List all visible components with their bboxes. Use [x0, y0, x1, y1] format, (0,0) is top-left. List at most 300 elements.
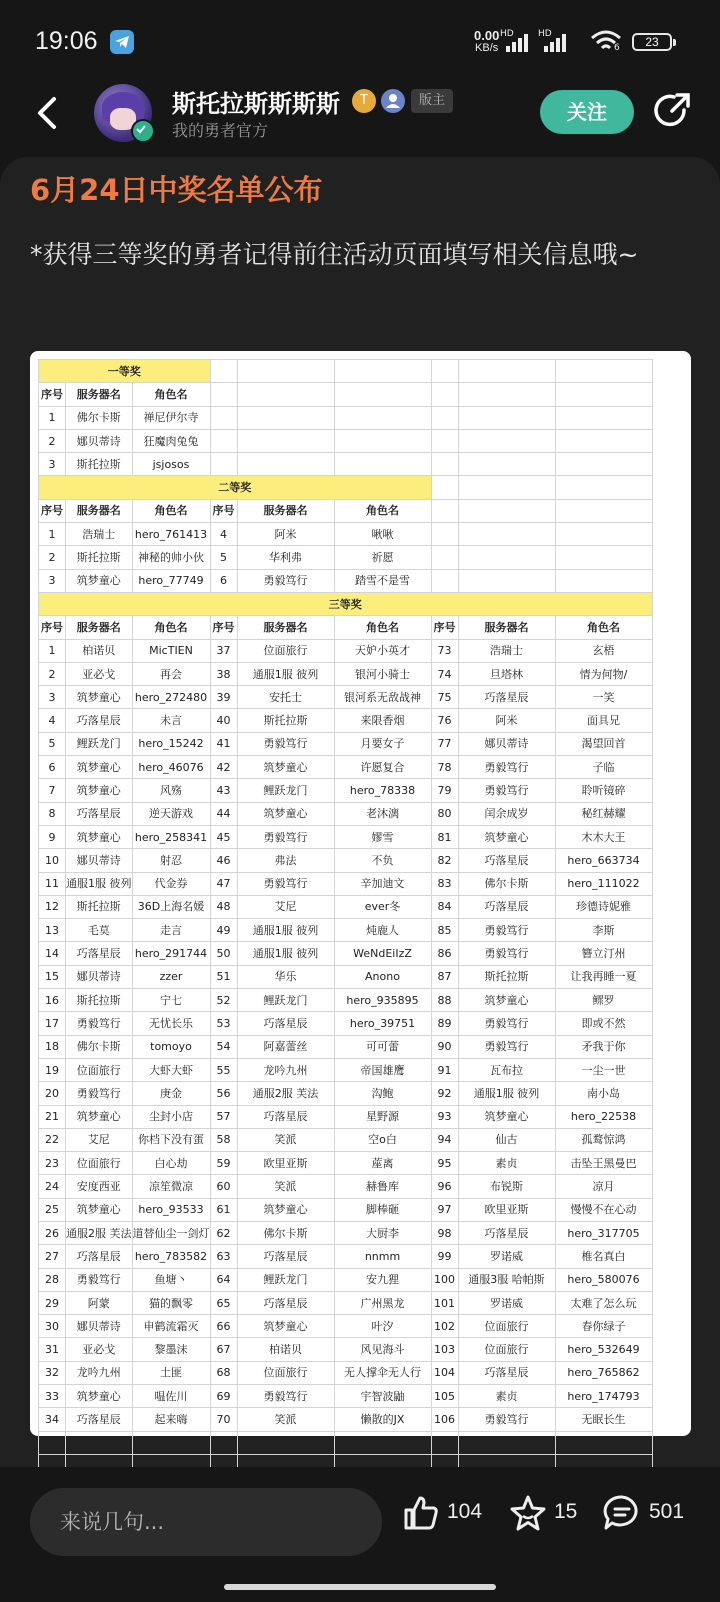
table-cell: 筑梦童心	[458, 1105, 555, 1128]
header-server: 服务器名	[66, 499, 133, 522]
empty-cell	[431, 499, 458, 522]
table-cell: hero_258341	[132, 825, 210, 848]
table-cell: 即或不然	[555, 1012, 652, 1035]
table-cell: 2	[39, 662, 66, 685]
table-cell: 凉月	[555, 1175, 652, 1198]
table-cell: 6	[210, 569, 237, 592]
table-cell: WeNdEiIzZ	[334, 942, 431, 965]
table-cell: 40	[210, 709, 237, 732]
empty-cell	[334, 453, 431, 476]
table-row	[39, 1315, 653, 1338]
table-cell: 未言	[132, 709, 210, 732]
empty-cell	[458, 499, 555, 522]
signal-icon-2: HD	[538, 31, 572, 57]
empty-cell	[431, 546, 458, 569]
table-cell: 巧落星辰	[237, 1012, 334, 1035]
table-row	[39, 523, 653, 546]
telegram-icon	[110, 30, 134, 54]
table-cell: 禅尼伊尔寺	[132, 406, 210, 429]
table-cell: 61	[210, 1198, 237, 1221]
thumbs-up-icon	[402, 1494, 440, 1532]
follow-button[interactable]: 关注	[540, 90, 634, 134]
table-cell: 素贞	[458, 1385, 555, 1408]
table-cell: 勇毅笃行	[237, 872, 334, 895]
table-cell: 巧落星辰	[66, 1408, 133, 1431]
verified-icon	[131, 119, 155, 143]
table-cell: 佛尔卡斯	[66, 406, 133, 429]
table-cell: 娜贝蒂诗	[458, 732, 555, 755]
table-cell: 勇毅笃行	[458, 1012, 555, 1035]
table-cell: 21	[39, 1105, 66, 1128]
empty-cell	[458, 546, 555, 569]
empty-cell	[210, 406, 237, 429]
table-cell: 勇毅笃行	[237, 1385, 334, 1408]
table-cell: 52	[210, 989, 237, 1012]
table-cell: 来限香烟	[334, 709, 431, 732]
table-cell: 木木大王	[555, 825, 652, 848]
table-cell: 代金券	[132, 872, 210, 895]
table-cell: 勇毅笃行	[237, 569, 334, 592]
table-cell: 嗢佐川	[132, 1385, 210, 1408]
table-cell: 佛尔卡斯	[458, 872, 555, 895]
table-row	[39, 1152, 653, 1175]
back-arrow-icon	[36, 96, 58, 130]
table-cell: 矛我于你	[555, 1035, 652, 1058]
table-cell: 77	[431, 732, 458, 755]
table-cell: 93	[431, 1105, 458, 1128]
table-cell: 32	[39, 1361, 66, 1384]
table-row	[39, 825, 653, 848]
network-speed: 0.00 KB/s	[474, 28, 500, 54]
table-cell: 67	[210, 1338, 237, 1361]
table-cell: 辛加迪文	[334, 872, 431, 895]
table-cell: 100	[431, 1268, 458, 1291]
table-cell: 太难了怎么玩	[555, 1291, 652, 1314]
table-cell: 90	[431, 1035, 458, 1058]
table-cell: 92	[431, 1082, 458, 1105]
table-row	[39, 1385, 653, 1408]
table-cell: 走言	[132, 919, 210, 942]
empty-cell	[555, 360, 652, 383]
table-cell: 54	[210, 1035, 237, 1058]
table-cell: 起来嗨	[132, 1408, 210, 1431]
table-cell: 再会	[132, 662, 210, 685]
table-cell: 嫪雪	[334, 825, 431, 848]
table-cell: 一尘一世	[555, 1058, 652, 1081]
table-cell: 聆听镜碎	[555, 779, 652, 802]
table-cell: hero_317705	[555, 1221, 652, 1244]
table-row	[39, 895, 653, 918]
table-cell: 27	[39, 1245, 66, 1268]
table-cell: MicTIEN	[132, 639, 210, 662]
empty-cell	[431, 453, 458, 476]
table-cell: 申鹤流霜灭	[132, 1315, 210, 1338]
table-cell: 情为何物/	[555, 662, 652, 685]
table-cell: 蓙离	[334, 1152, 431, 1175]
table-cell: 47	[210, 872, 237, 895]
empty-cell	[458, 360, 555, 383]
table-cell: 筑梦童心	[237, 1198, 334, 1221]
table-cell: 勇毅笃行	[66, 1082, 133, 1105]
empty-cell	[210, 360, 237, 383]
table-row	[39, 779, 653, 802]
table-cell: 96	[431, 1175, 458, 1198]
table-cell: 9	[39, 825, 66, 848]
table-cell: 啾啾	[334, 523, 431, 546]
table-cell: 鲤跃龙门	[66, 732, 133, 755]
table-cell: 3	[39, 453, 66, 476]
empty-cell	[458, 406, 555, 429]
table-cell: 狂魔肉兔兔	[132, 429, 210, 452]
table-cell: 许愿复合	[334, 756, 431, 779]
table-cell: 鲤跃龙门	[237, 779, 334, 802]
table-cell: 86	[431, 942, 458, 965]
table-cell: 25	[39, 1198, 66, 1221]
share-icon	[654, 92, 692, 130]
table-cell: 华利弗	[237, 546, 334, 569]
table-cell: 5	[39, 732, 66, 755]
table-cell: 素贞	[237, 1431, 334, 1454]
table-cell: 珍德诗妮雅	[555, 895, 652, 918]
table-cell: 19	[39, 1058, 66, 1081]
table-cell: 弗法	[237, 849, 334, 872]
header-role: 角色名	[132, 616, 210, 639]
empty-cell	[210, 383, 237, 406]
table-cell: zzer	[132, 965, 210, 988]
table-cell: 勇毅笃行	[66, 1268, 133, 1291]
table-cell: 16	[39, 989, 66, 1012]
table-cell: 31	[39, 1338, 66, 1361]
table-cell: 筑梦童心	[66, 1105, 133, 1128]
table-cell: 银河系无敌战神	[334, 686, 431, 709]
table-cell: 炖鹿人	[334, 919, 431, 942]
empty-cell	[431, 523, 458, 546]
table-cell: 98	[431, 1221, 458, 1244]
table-cell: 筑梦童心	[237, 756, 334, 779]
winners-image[interactable]	[30, 351, 691, 1450]
table-cell: 位面旅行	[458, 1315, 555, 1338]
table-cell: 无人撑伞无人行	[334, 1361, 431, 1384]
table-cell: 安托士	[237, 686, 334, 709]
table-cell: tomoyo	[132, 1035, 210, 1058]
first-prize-heading: 一等奖	[39, 360, 211, 383]
table-row	[39, 406, 653, 429]
table-cell: 29	[39, 1291, 66, 1314]
table-cell: 13	[39, 919, 66, 942]
table-cell: 月要女子	[334, 732, 431, 755]
table-cell: 20	[39, 1082, 66, 1105]
table-cell: 佛尔卡斯	[66, 1035, 133, 1058]
table-cell: 子临	[555, 756, 652, 779]
header-no: 序号	[39, 383, 66, 406]
table-cell: 24	[39, 1175, 66, 1198]
table-row	[39, 1268, 653, 1291]
table-cell: 赫鲁库	[334, 1175, 431, 1198]
header-server: 服务器名	[237, 499, 334, 522]
empty-cell	[555, 453, 652, 476]
table-cell: hero_291744	[132, 942, 210, 965]
table-cell: 5	[210, 546, 237, 569]
table-cell: hero_111022	[555, 872, 652, 895]
table-cell: 素贞	[458, 1431, 555, 1454]
empty-cell	[431, 569, 458, 592]
table-cell: 罗诺威	[458, 1245, 555, 1268]
favorite-count: 15	[554, 1500, 578, 1523]
table-cell: 亚必戈	[66, 1338, 133, 1361]
table-cell: 鲤跃龙门	[237, 989, 334, 1012]
table-cell: hero_77749	[132, 569, 210, 592]
table-cell: 簪立汀州	[555, 942, 652, 965]
table-cell: 36D上海名媛	[132, 895, 210, 918]
table-cell: 李斯	[555, 919, 652, 942]
table-cell: 通服1服 彼列	[237, 942, 334, 965]
table-cell: 斯托拉斯	[237, 709, 334, 732]
table-cell: 尘封小店	[132, 1105, 210, 1128]
empty-cell	[210, 453, 237, 476]
table-cell: 巧落星辰	[237, 1291, 334, 1314]
table-cell: 巧落星辰	[458, 1221, 555, 1244]
table-cell: 筑梦童心	[66, 756, 133, 779]
author-name[interactable]: 斯托拉斯斯斯斯	[172, 90, 340, 118]
table-cell: 101	[431, 1291, 458, 1314]
empty-cell	[237, 429, 334, 452]
empty-cell	[458, 476, 555, 499]
empty-cell	[334, 360, 431, 383]
table-cell: 斯托拉斯	[66, 895, 133, 918]
table-cell: 78	[431, 756, 458, 779]
table-cell: 89	[431, 1012, 458, 1035]
table-cell: 28	[39, 1268, 66, 1291]
table-cell: 笑派	[237, 1408, 334, 1431]
table-cell: 阿米	[458, 709, 555, 732]
table-row	[39, 1338, 653, 1361]
table-cell: 筑梦童心	[66, 779, 133, 802]
table-cell: 巧落星辰	[458, 849, 555, 872]
table-cell: 龙吟九州	[237, 1058, 334, 1081]
table-cell: 广州黑龙	[334, 1291, 431, 1314]
empty-cell	[334, 429, 431, 452]
table-cell: hero_532649	[555, 1338, 652, 1361]
header-role: 角色名	[132, 383, 210, 406]
table-cell: 23	[39, 1152, 66, 1175]
empty-cell	[458, 569, 555, 592]
share-button[interactable]	[654, 92, 692, 134]
table-cell: 猫的飘零	[132, 1291, 210, 1314]
table-cell: 老沐漓	[334, 802, 431, 825]
table-cell: 阿蒙	[66, 1291, 133, 1314]
empty-cell	[210, 429, 237, 452]
table-cell: 103	[431, 1338, 458, 1361]
post-body: *获得三等奖的勇者记得前往活动页面填写相关信息哦~	[30, 240, 639, 269]
table-cell: hero_765862	[555, 1361, 652, 1384]
table-cell: 不负	[334, 849, 431, 872]
table-row	[39, 1361, 653, 1384]
table-cell: 逆天游戏	[132, 802, 210, 825]
table-cell: 45	[210, 825, 237, 848]
table-cell: 69	[210, 1385, 237, 1408]
table-cell: 击坠王黑曼巴	[555, 1152, 652, 1175]
table-cell: 筑梦童心	[458, 825, 555, 848]
table-cell: 一笑	[555, 686, 652, 709]
table-cell: 勇毅笃行	[237, 825, 334, 848]
table-cell: 55	[210, 1058, 237, 1081]
table-cell: hero_39751	[334, 1012, 431, 1035]
table-cell: 娜贝蒂诗	[66, 965, 133, 988]
table-cell: 6	[39, 756, 66, 779]
table-row	[39, 662, 653, 685]
table-cell: 闰余成岁	[458, 802, 555, 825]
table-cell: hero_935895	[334, 989, 431, 1012]
empty-cell	[334, 406, 431, 429]
table-cell: 黎墨沫	[132, 1338, 210, 1361]
table-cell: 欧里亚斯	[458, 1198, 555, 1221]
star-icon	[509, 1494, 547, 1532]
table-cell: 安九狸	[334, 1268, 431, 1291]
table-cell: 让我再睡一夏	[555, 965, 652, 988]
table-cell: hero_46076	[132, 756, 210, 779]
table-cell: 笑派	[237, 1175, 334, 1198]
prize-heading-row	[39, 592, 653, 615]
table-cell: 73	[431, 639, 458, 662]
signal-icon-1: HD	[500, 31, 534, 57]
table-cell: 51	[210, 965, 237, 988]
status-bar	[0, 0, 720, 86]
prize-heading-row	[39, 360, 653, 383]
header-row	[39, 616, 653, 639]
table-cell: 80	[431, 802, 458, 825]
table-cell: 74	[431, 662, 458, 685]
table-cell: 通服2服 芙法	[66, 1221, 133, 1244]
table-cell: 巧落星辰	[66, 1245, 133, 1268]
table-cell: 魔君爱无悔	[334, 1431, 431, 1454]
table-cell: 107	[431, 1431, 458, 1454]
table-cell: 勇毅笃行	[458, 1408, 555, 1431]
table-row	[39, 849, 653, 872]
table-cell: 37	[210, 639, 237, 662]
table-cell: 祈愿	[334, 546, 431, 569]
header-no: 序号	[39, 499, 66, 522]
table-cell: 筑梦童心	[66, 569, 133, 592]
table-cell: 2	[39, 546, 66, 569]
table-cell: 39	[210, 686, 237, 709]
table-cell: 玄梧	[555, 639, 652, 662]
empty-cell	[431, 476, 458, 499]
table-cell: 柏诺贝	[66, 639, 133, 662]
comment-bubble-icon	[602, 1494, 642, 1532]
table-cell: 1	[39, 639, 66, 662]
table-row	[39, 1035, 653, 1058]
table-cell: 你档下没有蛋	[132, 1128, 210, 1151]
table-cell: 33	[39, 1385, 66, 1408]
table-cell: 巧落星辰	[458, 895, 555, 918]
table-cell: 巧落星辰	[66, 709, 133, 732]
header-no: 序号	[210, 616, 237, 639]
table-cell: 叶汐	[334, 1315, 431, 1338]
table-cell: ever冬	[334, 895, 431, 918]
table-cell: 83	[431, 872, 458, 895]
table-cell: 筑梦童心	[458, 989, 555, 1012]
table-cell: 面具兄	[555, 709, 652, 732]
table-cell: 22	[39, 1128, 66, 1151]
table-row	[39, 453, 653, 476]
table-row	[39, 1221, 653, 1244]
table-cell: 春你绿子	[555, 1315, 652, 1338]
table-cell: 毛莫	[66, 919, 133, 942]
table-cell: 97	[431, 1198, 458, 1221]
table-cell: 秘红赫耀	[555, 802, 652, 825]
table-cell: 46	[210, 849, 237, 872]
empty-cell	[555, 383, 652, 406]
table-cell: 瓦布拉	[458, 1058, 555, 1081]
table-cell: hero_663734	[555, 849, 652, 872]
bottom-bar	[0, 1467, 720, 1602]
table-cell: 宁七	[132, 989, 210, 1012]
table-cell: 位面旅行	[458, 1338, 555, 1361]
table-cell: 脚棒砸	[334, 1198, 431, 1221]
table-cell: 勇毅笃行	[66, 1012, 133, 1035]
table-cell: 位面旅行	[237, 1361, 334, 1384]
header-row	[39, 383, 653, 406]
table-cell: 风殇	[132, 779, 210, 802]
table-cell: jsjosos	[132, 453, 210, 476]
winners-table	[38, 359, 653, 1478]
table-cell: 3	[39, 569, 66, 592]
table-cell: hero_783582	[132, 1245, 210, 1268]
table-cell: 筑梦童心	[66, 1385, 133, 1408]
table-cell: 44	[210, 802, 237, 825]
table-cell: 105	[431, 1385, 458, 1408]
table-row	[39, 709, 653, 732]
table-cell: 63	[210, 1245, 237, 1268]
table-cell: 艾尼	[66, 1128, 133, 1151]
table-cell: 鲤跃龙门	[237, 1268, 334, 1291]
table-cell: 34	[39, 1408, 66, 1431]
table-row	[39, 756, 653, 779]
table-cell: 艾尼	[237, 895, 334, 918]
table-cell: 通服3服 哈帕斯	[458, 1268, 555, 1291]
table-cell: hero_761413	[132, 523, 210, 546]
table-row	[39, 686, 653, 709]
table-cell: 59	[210, 1152, 237, 1175]
table-cell: 筑梦童心	[66, 686, 133, 709]
table-row	[39, 1408, 653, 1431]
table-row	[39, 429, 653, 452]
table-cell: 庚金	[132, 1082, 210, 1105]
table-cell: 14	[39, 942, 66, 965]
table-cell: 56	[210, 1082, 237, 1105]
table-cell: Anono	[334, 965, 431, 988]
table-cell: 26	[39, 1221, 66, 1244]
table-cell: 鳏罗	[555, 989, 652, 1012]
table-cell: 筑梦童心	[66, 825, 133, 848]
empty-cell	[431, 406, 458, 429]
table-cell: 空o白	[334, 1128, 431, 1151]
table-cell: 94	[431, 1128, 458, 1151]
table-cell: 79	[431, 779, 458, 802]
table-cell: 斯托拉斯	[66, 989, 133, 1012]
empty-cell	[334, 383, 431, 406]
comment-input[interactable]: 来说几句...	[30, 1488, 382, 1556]
table-row	[39, 546, 653, 569]
table-cell: 85	[431, 919, 458, 942]
table-row	[39, 1012, 653, 1035]
table-cell: 天妒小英才	[334, 639, 431, 662]
table-cell: 亚必戈	[66, 662, 133, 685]
table-cell: 踏雪不是雪	[334, 569, 431, 592]
back-button[interactable]	[36, 96, 58, 134]
table-cell: 筑梦童心	[237, 1315, 334, 1338]
table-cell: hero_272480	[132, 686, 210, 709]
